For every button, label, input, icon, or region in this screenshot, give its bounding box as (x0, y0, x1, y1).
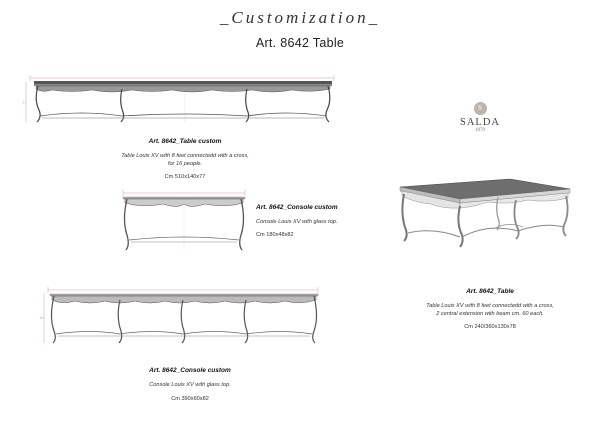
logo-emblem-icon: S (474, 102, 487, 115)
console-large-drawing (40, 285, 325, 350)
table-custom-desc-line2: for 16 people. (167, 160, 203, 167)
logo-year: 1870 (475, 128, 485, 133)
table-dimensions: Cm 240/360x130x78 (464, 324, 516, 330)
console-small-drawing (115, 190, 250, 255)
console-large-dimensions: Cm 390x60x82 (171, 395, 209, 402)
svg-text:82: 82 (40, 315, 45, 320)
logo-name: SALDA (459, 117, 500, 128)
table-perspective-drawing (398, 175, 573, 250)
table-custom-drawing (22, 72, 342, 132)
salda-logo (452, 102, 508, 133)
console-large-title: Art. 8642_Console custom (149, 367, 231, 374)
page-title: _Customization_ (219, 8, 381, 27)
svg-text:77: 77 (22, 100, 27, 105)
table-custom-dimensions: Cm 510x140x77 (164, 174, 206, 180)
console-small-dimensions: Cm 180x48x82 (256, 231, 294, 238)
table-desc-line1: Table Louis XV with 8 feet connectedd with a cross, (426, 303, 554, 309)
table-custom-desc-line1: Table Louis XV with 8 feet connectedd with a cross, (121, 153, 249, 159)
page-subtitle: Art. 8642 Table (255, 36, 345, 50)
console-small-desc: Console Louis XV with glass top. (256, 219, 338, 225)
console-large-desc: Console Louis XV with glass top. (149, 382, 231, 388)
table-title: Art. 8642_Table (466, 288, 514, 295)
table-desc-line2: 2 central extension with beam cm. 60 each. (436, 310, 544, 317)
table-custom-title: Art. 8642_Table custom (148, 138, 222, 145)
console-small-title: Art. 8642_Console custom (256, 204, 338, 211)
